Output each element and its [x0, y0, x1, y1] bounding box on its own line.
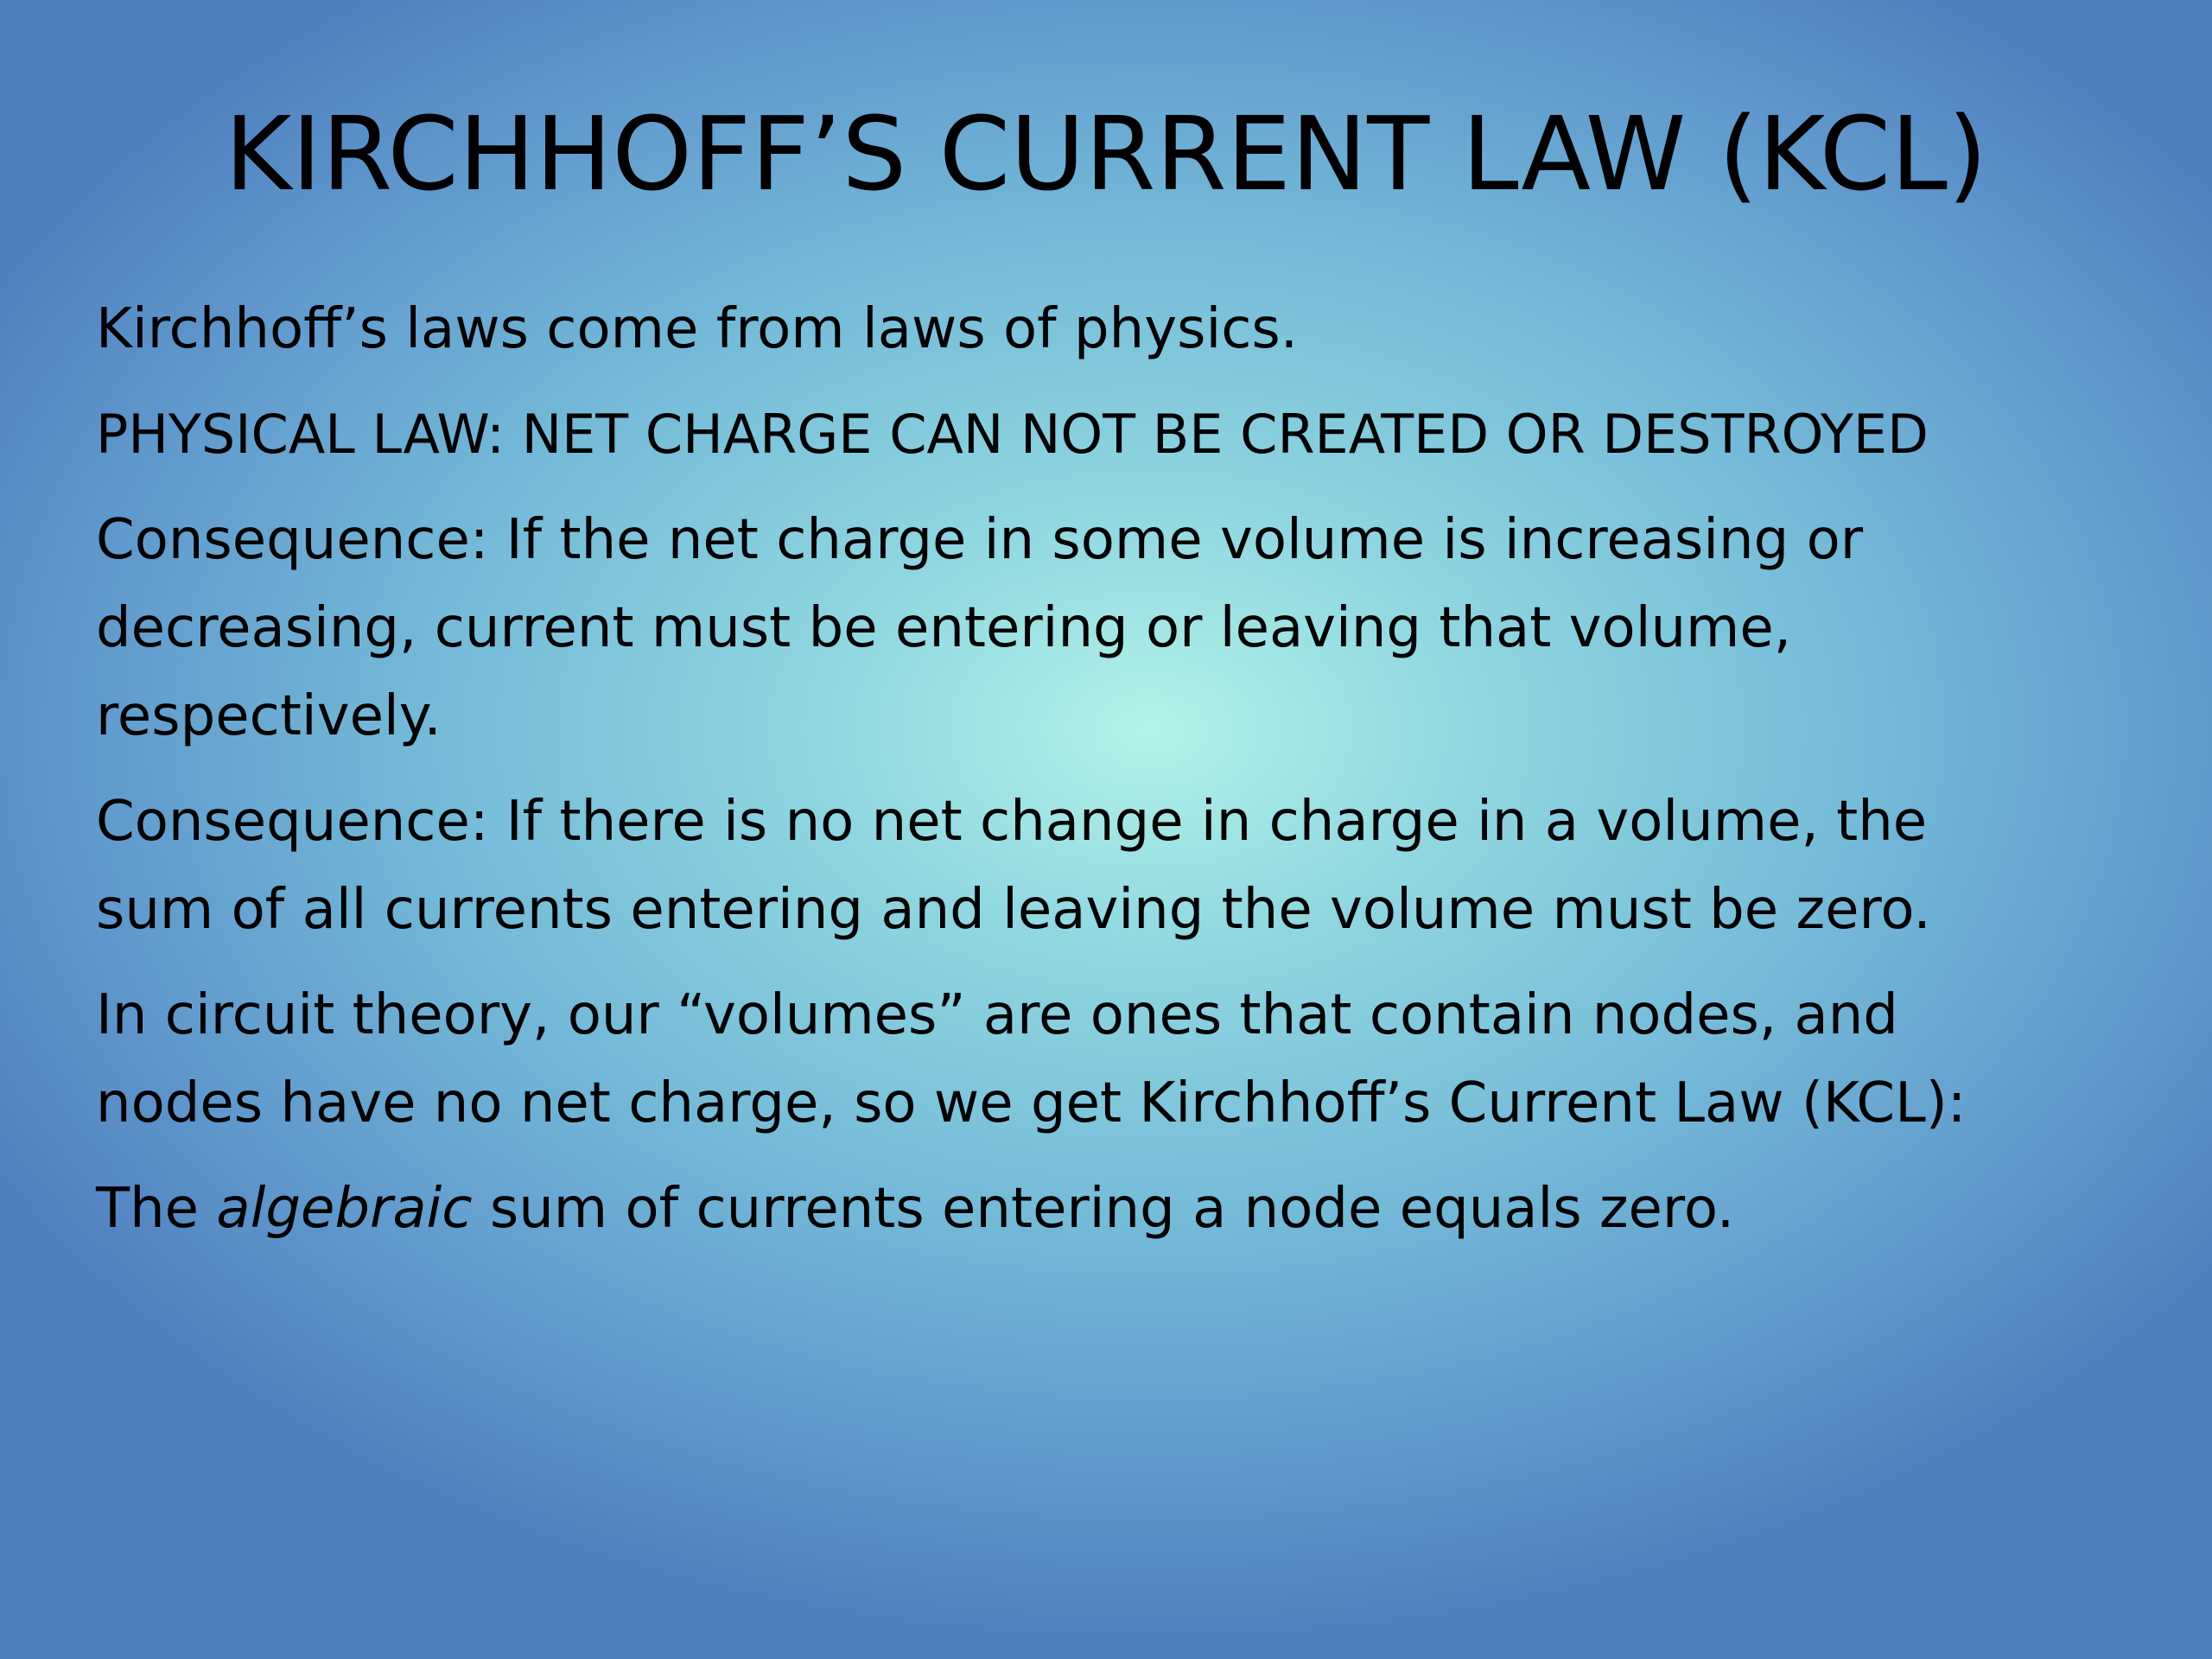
- paragraph-line: [96, 1165, 2170, 1253]
- paragraph-line: decreasing, current must be entering or leaving that volume,: [96, 596, 1792, 660]
- slide-body: [96, 285, 2170, 1270]
- paragraph-line: Kirchhoff’s laws come from laws of physics.: [96, 297, 1299, 361]
- paragraph-line: nodes have no net charge, so we get Kirchhoff’s Current Law (KCL):: [96, 1071, 1967, 1135]
- paragraph-consequence-1: [96, 496, 2170, 760]
- paragraph-line: Consequence: If the net charge in some volume is increasing or: [96, 508, 1864, 572]
- paragraph-kcl-statement: [96, 1165, 2170, 1253]
- paragraph-line: respectively.: [96, 684, 442, 748]
- paragraph-line: PHYSICAL LAW: NET CHARGE CAN NOT BE CREATED OR DESTROYED: [96, 403, 1929, 466]
- paragraph-circuit-theory: [96, 971, 2170, 1147]
- statement-emphasis: algebraic: [216, 1177, 473, 1241]
- paragraph-line: In circuit theory, our “volumes” are ones that contain nodes, and: [96, 983, 1898, 1047]
- paragraph-line: Consequence: If there is no net change in charge in a volume, the: [96, 790, 1928, 854]
- paragraph-physical-law: [96, 391, 2170, 479]
- statement-suffix: sum of currents entering a node equals zero.: [472, 1177, 1735, 1241]
- paragraph-line: sum of all currents entering and leaving the volume must be zero.: [96, 878, 1931, 942]
- paragraph-consequence-2: [96, 778, 2170, 954]
- paragraph-laws-origin: [96, 285, 2170, 373]
- slide-title: KIRCHHOFF’S CURRENT LAW (KCL): [225, 94, 1987, 213]
- statement-prefix: The: [96, 1177, 217, 1241]
